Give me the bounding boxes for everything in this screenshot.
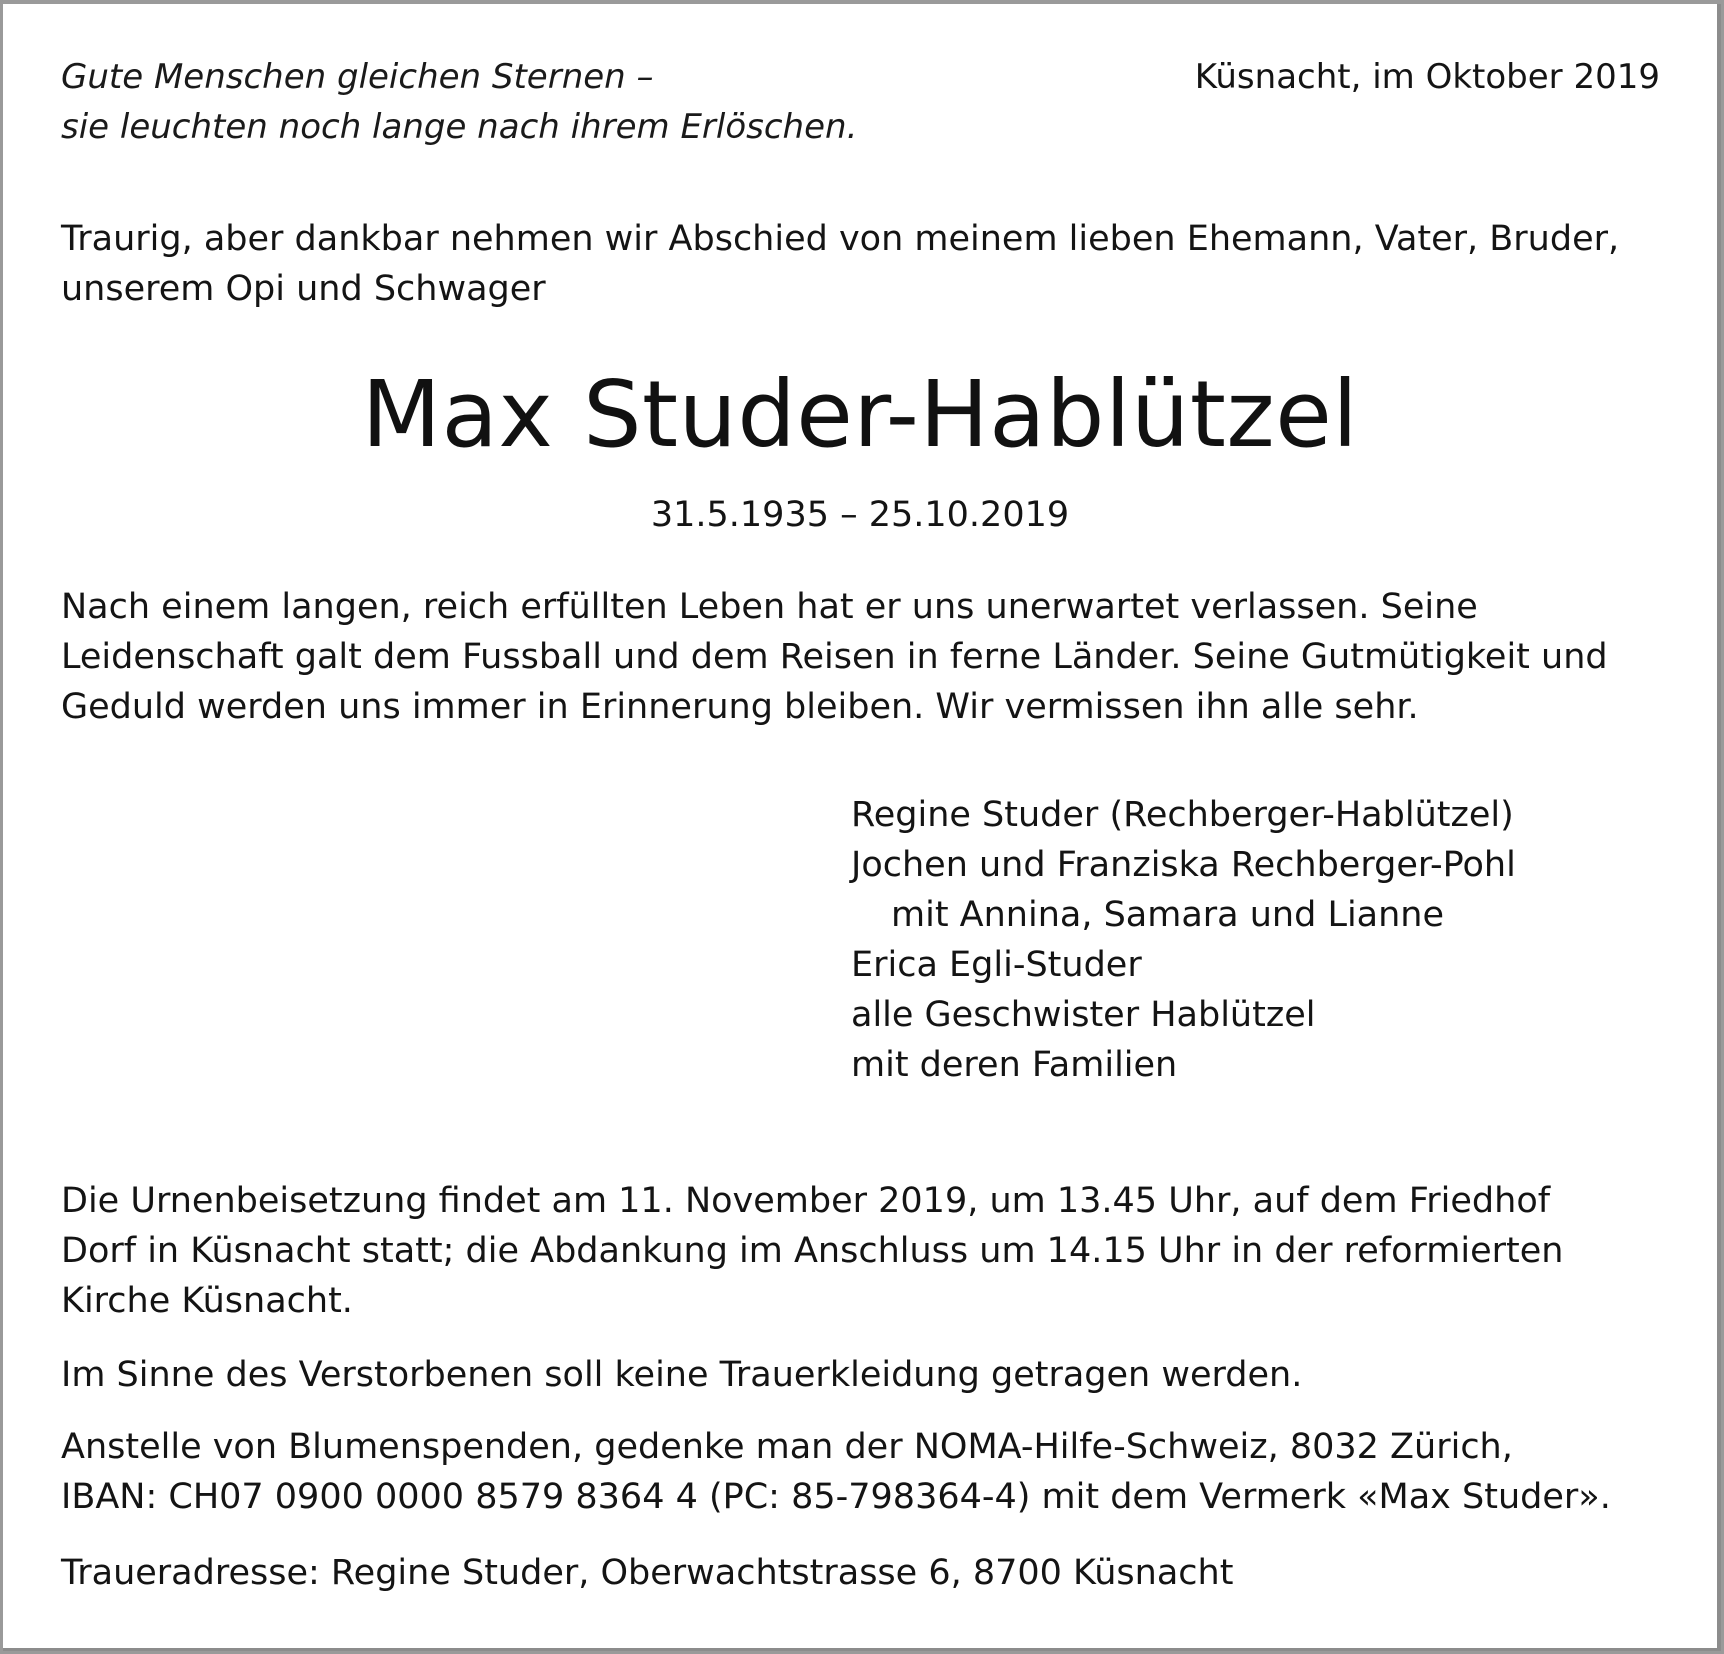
motto-line: Gute Menschen gleichen Sternen – bbox=[61, 57, 654, 97]
mourning-address: Traueradresse: Regine Studer, Oberwachtstrasse 6, 8700 Küsnacht bbox=[61, 1553, 1234, 1593]
mourner-entry: Erica Egli-Studer bbox=[851, 945, 1142, 985]
place-and-date: Küsnacht, im Oktober 2019 bbox=[1194, 57, 1660, 97]
mourner-entry: mit Annina, Samara und Lianne bbox=[891, 895, 1445, 935]
tribute-text bbox=[61, 582, 1681, 732]
tribute-line: Geduld werden uns immer in Erinnerung bleiben. Wir vermissen ihn alle sehr. bbox=[61, 687, 1419, 727]
donation-line: IBAN: CH07 0900 0000 8579 8364 4 (PC: 85-798364-4) mit dem Vermerk «Max Studer». bbox=[61, 1477, 1611, 1517]
ceremony-line: Kirche Küsnacht. bbox=[61, 1281, 353, 1321]
intro-text bbox=[61, 214, 1671, 314]
motto-quote bbox=[61, 52, 857, 152]
mourner-entry: Jochen und Franziska Rechberger-Pohl bbox=[851, 845, 1516, 885]
ceremony-info bbox=[61, 1176, 1681, 1326]
mourner-entry: alle Geschwister Hablützel bbox=[851, 995, 1316, 1035]
ceremony-line: Dorf in Küsnacht statt; die Abdankung im Anschluss um 14.15 Uhr in der reformierten bbox=[61, 1231, 1564, 1271]
attire-note: Im Sinne des Verstorbenen soll keine Trauerkleidung getragen werden. bbox=[61, 1355, 1303, 1395]
obituary-notice bbox=[3, 4, 1717, 1648]
deceased-name: Max Studer-Hablützel bbox=[361, 361, 1359, 468]
tribute-line: Leidenschaft galt dem Fussball und dem Reisen in ferne Länder. Seine Gutmütigkeit und bbox=[61, 637, 1608, 677]
mourners-list bbox=[851, 790, 1516, 1090]
mourner-entry: mit deren Familien bbox=[851, 1045, 1178, 1085]
intro-line: unserem Opi und Schwager bbox=[61, 269, 546, 309]
donation-line: Anstelle von Blumenspenden, gedenke man der NOMA-Hilfe-Schweiz, 8032 Zürich, bbox=[61, 1427, 1513, 1467]
motto-line: sie leuchten noch lange nach ihrem Erlöschen. bbox=[61, 107, 858, 147]
ceremony-line: Die Urnenbeisetzung findet am 11. November 2019, um 13.45 Uhr, auf dem Friedhof bbox=[61, 1181, 1551, 1221]
mourner-entry: Regine Studer (Rechberger-Hablützel) bbox=[851, 795, 1514, 835]
donation-info bbox=[61, 1422, 1681, 1522]
tribute-line: Nach einem langen, reich erfüllten Leben hat er uns unerwartet verlassen. Seine bbox=[61, 587, 1478, 627]
life-dates: 31.5.1935 – 25.10.2019 bbox=[650, 495, 1070, 535]
page-frame bbox=[3, 4, 1721, 1651]
intro-line: Traurig, aber dankbar nehmen wir Abschied von meinem lieben Ehemann, Vater, Bruder, bbox=[61, 219, 1620, 259]
